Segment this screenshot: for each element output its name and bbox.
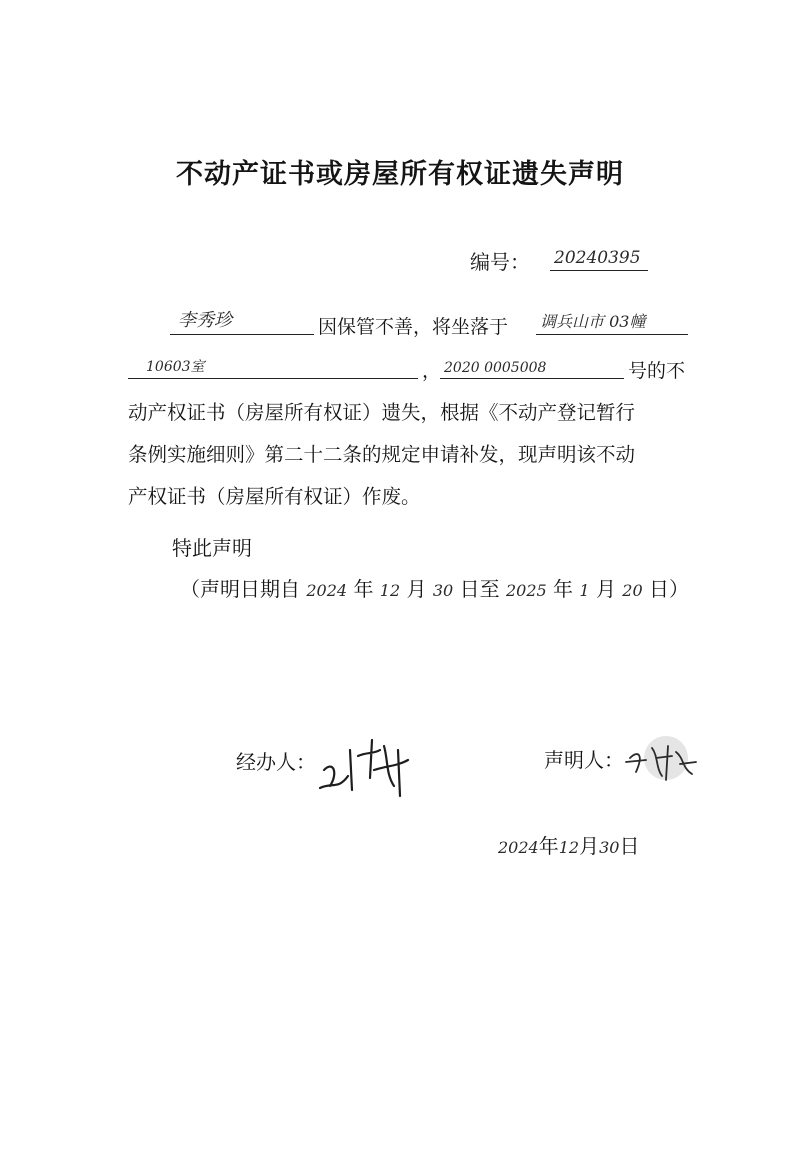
period-end-year: 2025 (505, 581, 547, 600)
date-nian: 年 (538, 834, 559, 858)
body-line: 动产权证书（房屋所有权证）遗失，根据《不动产登记暂行 (128, 401, 636, 424)
body-paragraph (128, 392, 698, 518)
comma: ， (422, 360, 442, 382)
date-year: 2024 (498, 838, 539, 857)
period-yue-2: 月 (595, 577, 616, 601)
body-line: 产权证书（房屋所有权证）作废。 (128, 485, 421, 508)
signature-date (498, 830, 639, 859)
address-line1-value: 调兵山市 03幢 (540, 312, 646, 331)
period-end-month: 1 (579, 581, 590, 600)
period-line (180, 573, 689, 602)
date-ri: 日 (619, 834, 640, 858)
period-nian: 年 (353, 577, 374, 601)
handler-signature (314, 730, 414, 800)
declarant-signature (622, 728, 702, 790)
period-prefix: （声明日期自 (180, 577, 300, 601)
period-yue: 月 (406, 577, 427, 601)
date-yue: 月 (579, 834, 600, 858)
number-label: 编号： (470, 250, 530, 274)
special-statement: 特此声明 (172, 536, 252, 560)
declarant-name-value: 李秀珍 (178, 310, 232, 331)
body-line: 条例实施细则》第二十二条的规定申请补发，现声明该不动 (128, 443, 636, 466)
period-ri-zhi: 日至 (459, 577, 500, 601)
number-field (550, 240, 648, 271)
number-value: 20240395 (554, 248, 641, 268)
declarant-name-field (170, 304, 314, 335)
cert-number-field (440, 348, 624, 379)
period-suffix: 日） (649, 577, 690, 601)
date-month: 12 (558, 838, 580, 857)
period-nian-2: 年 (553, 577, 574, 601)
cert-number-value: 2020 0005008 (444, 360, 547, 376)
address-field-2 (128, 348, 418, 379)
period-end-day: 20 (622, 581, 643, 600)
period-start-year: 2024 (306, 581, 348, 600)
period-start-day: 30 (432, 581, 454, 600)
cause-text: 因保管不善，将坐落于 (318, 316, 509, 338)
handler-label: 经办人： (236, 750, 316, 774)
period-start-month: 12 (379, 581, 401, 600)
document-title: 不动产证书或房屋所有权证遗失声明 (176, 159, 624, 190)
declarant-label: 声明人： (544, 748, 624, 772)
address-line2-value: 10603室 (146, 359, 205, 375)
hao-text: 号的不 (628, 360, 686, 382)
address-field-1 (536, 304, 688, 335)
date-day: 30 (599, 838, 620, 857)
